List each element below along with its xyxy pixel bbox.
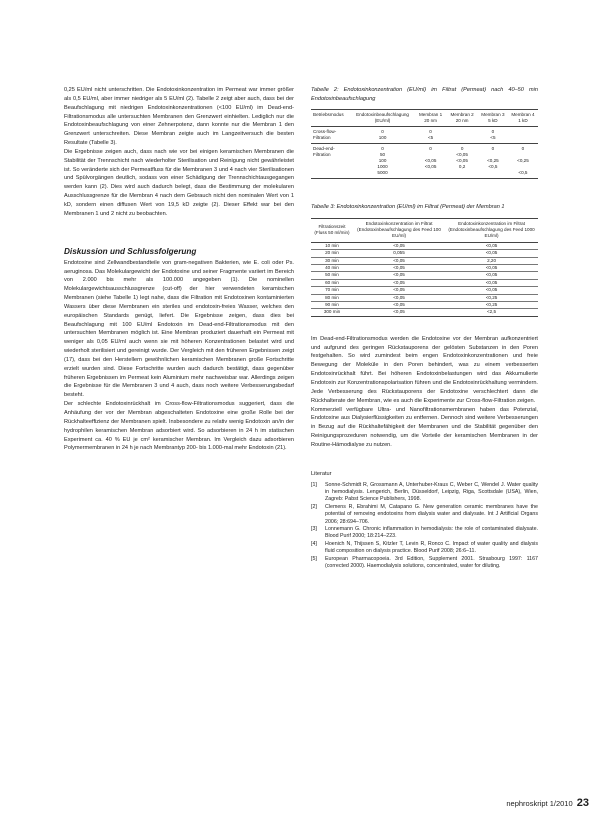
- table-cell: Cross-flow-Filtration: [311, 127, 350, 144]
- table-cell: 70 min: [311, 287, 353, 294]
- table-cell: 0 <0,25 <0,5: [508, 144, 538, 179]
- table-header-cell: Endotoxinkonzentration im Filtrat (Endotoxinbeaufschlagung des Feed 1000 EU/ml): [445, 218, 538, 242]
- table-cell: <0,05: [353, 242, 445, 249]
- intro-paragraph: 0,25 EU/ml nicht unterschritten. Die Endotoxinkonzentration im Permeat war immer größer als 0,5 EU/ml, aber immer niedriger als 5 EU/ml (2). Tabelle 2 zeigt aber auch, dass bei der Beaufschlagung mit niedrigen Endotoxinkonzentrationen (<100 EU/ml) im Dead-end-Filtrationsmodus alle untersuchten Membranen den Grenzwert einhielten. Lediglich nur die Endotoxinbeaufschlagung von einer Zehnerpotenz, dann konnte nur die Membran 1 den Grenzwert unterschreiten. Diese Membran zeigte auch im Langzeitversuch die besten Resultate (Tabelle 3).: [64, 87, 294, 147]
- table-cell: <0,25: [445, 294, 538, 301]
- page-number: 23: [576, 797, 589, 809]
- reference-number: [2]: [311, 503, 317, 510]
- discussion-paragraph-4: Kommerziell verfügbare Ultra- und Nanofiltrationsmembranen haben das Potenzial, Endotoxine aus Dialysierflüssigkeiten zu entfernen. Dennoch sind weitere Verbesserungen in Bezug auf die Rückhaltefähigkeit der Membranen und die Stabilität gegenüber den Reinigungsprozeduren notwendig, um die Vorteile der keramischen Membranen in der Routine-Hämodialyse zu nutzen.: [311, 406, 538, 448]
- table-header-cell: Endotoxinkonzentration im Filtrat (Endotoxinbeaufschlagung des Feed 100 EU/ml): [353, 218, 445, 242]
- table-cell: 40 min: [311, 264, 353, 271]
- reference-text: Hoenich N, Thijssen S, Kitzler T, Levin R, Ronco C. Impact of water quality and dialysis fluid composition on dialysis practice. Blood Purif 2008; 26:6–11.: [325, 540, 538, 555]
- table-row: [311, 257, 538, 264]
- table-row: [311, 301, 538, 308]
- table-header-cell: Endotoxinbeaufschlagung (EU/ml): [350, 110, 415, 127]
- table-3-caption: Tabelle 3: Endotoxinkonzentration (EU/ml) im Filtrat (Permeat) der Membran 1: [311, 204, 505, 210]
- table-cell: 300 min: [311, 309, 353, 316]
- table-row: [311, 272, 538, 279]
- table-2: [311, 109, 538, 179]
- discussion-paragraph-3: Im Dead-end-Filtrationsmodus werden die Endotoxine vor der Membran aufkonzentriert und aufgrund des geringen Rückstauporens der gelösten Substanzen in den Poren festgehalten. So wird zumindest beim engen Endotoxinkonzentrationen und freie Bewegung der Moleküle in den Poren behindert, was zu einem verbesserten Endotoxinrückhalt führt. Bei höheren Endotoxinbelastungen wird das Akkumulierte Endotoxin zur Konzentrationspolarisation führen und die Endotoxinrückhaltung vermindern. Jede Verbesserung des Rückstauporens der Endotoxine verschlechtert dann die Rückhalterate der Membran, wie es auch die Experimente zur Cross-flow-Filtration zeigen.: [311, 335, 538, 404]
- discussion-paragraph-1: Endotoxine sind Zellwandbestandteile von gram-negativen Bakterien, wie E. coli oder Ps. aeruginosa. Das Molekulargewicht der Endotoxine und seiner Fragmente variiert im Bereich von 2.000 bis mehr als 100.000 angegeben (1). Die nominellen Molekulargewichtsausschlussgrenze (cut-off) der hier verwendeten keramischen Membranen (siehe Tabelle 1) legt nahe, dass die Filtration mit Endotoxinen kontaminierten Wassers über diese Membranen ein steriles und endotoxin-freies Wasser, welches den europäischen Standards genügt, liefert. Die Ergebnisse zeigen, dass dies bei Beaufschlagung mit 100 EU/ml Endotoxin im Dead-end-Filtrationsmodus mit den untersuchten Membranen möglich ist. Eine Membran produziert dauerhaft ein Permeat mit weniger als 0,05 EU/ml auch wenn sie mit höheren Konzentrationen belastet wird und wiederholt sterilisiert und gereinigt wurde. Der Vergleich mit den früheren Ergebnissen zeigt (17), dass bei den Herstellern gewöhnlichen keramischen Membranen große Fortschritte erzielt wurden sind. Diese Fortschritte wurden auch dadurch bestätigt, dass gegenüber früheren Ergebnissen im Permeat kein Aluminium mehr nachweisbar war. Allerdings zeigen die Ergebnisse für die Membranen 3 und 4 auch, dass noch weitere Verbesserungsbedarf besteht.: [64, 259, 294, 399]
- results-paragraph: Die Ergebnisse zeigen auch, dass nach wie vor bei einigen keramischen Membranen die Stabilität der Trennschicht nach wiederholter Sterilisation und Reinigung nicht gewährleistet ist. So veränderte sich der Permeatfluss für die Membranen 3 und 4 nach vier Sterilisationen und Spülvorgängen deutlich, sodass von einer Schädigung der Trennschichtausgegangen werden kann (2). Dies wird auch dadurch belegt, dass die Bestimmung der molekularen Ausschlussgrenze für die Membran 4 nach dem Gebrauch nicht den nominalen Wert von 1 kD, sondern einen diffusen Wert von 19,5 kD zeigte (2). Dieser Effekt war bei den Membranen 1 und 2 nicht zu beobachten.: [64, 148, 294, 217]
- right-column: [311, 86, 538, 570]
- reference-item: [311, 504, 538, 526]
- table-row: [311, 287, 538, 294]
- table-row: [311, 127, 538, 144]
- table-cell: <0,05: [445, 287, 538, 294]
- table-2-header-row: [311, 110, 538, 127]
- table-header-cell: Membran 4 1 kD: [508, 110, 538, 127]
- table-cell: 0 <5: [415, 127, 447, 144]
- left-column: [64, 86, 294, 453]
- table-header-cell: Filtrationszeit (Fluss 50 ml/min): [311, 218, 353, 242]
- table-header-cell: Membran 3 5 kD: [478, 110, 508, 127]
- reference-item: [311, 482, 538, 504]
- table-cell: <0,25: [445, 301, 538, 308]
- table-row: [311, 279, 538, 286]
- table-cell: <0,05: [445, 272, 538, 279]
- table-cell: 0 100: [350, 127, 415, 144]
- table-header-cell: Membran 2 20 nm: [446, 110, 478, 127]
- table-cell: 0 <0,25 <0,5: [478, 144, 508, 179]
- table-row: [311, 250, 538, 257]
- reference-number: [5]: [311, 555, 317, 562]
- table-cell: <0,05: [353, 301, 445, 308]
- table-cell: 80 min: [311, 294, 353, 301]
- table-row: [311, 242, 538, 249]
- table-cell: <0,05: [353, 294, 445, 301]
- references-list: [311, 482, 538, 571]
- table-header-cell: Membran 1 20 nm: [415, 110, 447, 127]
- table-cell: 0,055: [353, 250, 445, 257]
- table-cell: [446, 127, 478, 144]
- table-cell: [508, 127, 538, 144]
- table-cell: 50 min: [311, 272, 353, 279]
- table-row: [311, 144, 538, 179]
- table-cell: 0 50 100 1000 5000: [350, 144, 415, 179]
- discussion-paragraph-2: Der schlechte Endotoxinrückhalt im Cross-flow-Filtrationsmodus suggeriert, dass die Anhäufung der vor der Membran abgeschalteten Endotoxine eine große Rolle bei der Rückhalteeffizienz der Membranen spielt. Insbesondere zu relativ wenig Endotoxin an/in der hydrophilen keramischen Membran adsorbiert wird. So adsorbieren in 24 h im statischen Experiment ca. 40 % EU je cm² keramischer Membran. Im Vergleich dazu adsorbieren Polymermembranen in 24 h je nach Membrantyp 200- bis 1.000-mal mehr Endotoxin (21).: [64, 401, 294, 452]
- reference-text: European Pharmacopoeia. 3rd Edition, Supplement 2001. Strasbourg 1997: 1167 (corrected 2000). Haemodialysis solutions, concentrated, water for diluting.: [325, 555, 538, 570]
- table-row: [311, 264, 538, 271]
- table-3-header-row: [311, 218, 538, 242]
- table-cell: <0,05: [353, 279, 445, 286]
- table-cell: 90 min: [311, 301, 353, 308]
- table-2-caption: Tabelle 2: Endotoxinkonzentration (EU/ml) im Filtrat (Permeat) nach 40–50 min Endotoxinbeaufschlagung: [311, 87, 538, 102]
- section-heading: Diskussion und Schlussfolgerung: [64, 246, 197, 256]
- table-cell: 0 <0,05 <0,05: [415, 144, 447, 179]
- table-3: [311, 218, 538, 317]
- references-heading: Literatur: [311, 470, 332, 477]
- table-cell: <0,05: [445, 264, 538, 271]
- table-cell: <0,05: [353, 309, 445, 316]
- reference-text: Sonne-Schmidt R, Grossmann A, Unterhuber-Kraus C, Weber C, Wendel J. Water quality in hemodialysis. Lengerich, Berlin, Düsseldorf, Leipzig, Riga, Scottsdale (USA), Wien, Zagreb: Pabst Science Publishers, 1998.: [325, 481, 538, 503]
- reference-item: [311, 556, 538, 571]
- reference-text: Lonnemann G. Chronic inflammation in hemodialysis: the role of contaminated dialysate. Blood Purif 2000; 18:214–223.: [325, 526, 538, 540]
- reference-number: [1]: [311, 481, 317, 488]
- table-cell: 2,20: [445, 257, 538, 264]
- reference-item: [311, 526, 538, 541]
- table-cell: 30 min: [311, 257, 353, 264]
- table-cell: <0,05: [353, 287, 445, 294]
- table-row: [311, 294, 538, 301]
- table-cell: 0 <0,05 <0,05 0,2: [446, 144, 478, 179]
- reference-number: [3]: [311, 526, 317, 533]
- reference-item: [311, 541, 538, 556]
- table-cell: <0,05: [353, 264, 445, 271]
- table-cell: <0,05: [445, 250, 538, 257]
- page-footer: [506, 797, 589, 809]
- table-cell: <2,5: [445, 309, 538, 316]
- table-cell: 60 min: [311, 279, 353, 286]
- journal-name: nephroskript 1/2010: [506, 799, 573, 808]
- reference-number: [4]: [311, 540, 317, 547]
- table-cell: <0,05: [353, 272, 445, 279]
- table-cell: 20 min: [311, 250, 353, 257]
- table-cell: 10 min: [311, 242, 353, 249]
- table-cell: Dead-end-Filtration: [311, 144, 350, 179]
- table-cell: 0 <5: [478, 127, 508, 144]
- table-cell: <0,05: [353, 257, 445, 264]
- table-header-cell: Betriebsmodus: [311, 110, 350, 127]
- reference-text: Clemens R, Ebrahimi M, Catapano G. New generation ceramic membranes have the potential of removing endotoxins from dialysis water and dialysate. Int J Artificial Organs 2006; 28:694–706.: [325, 503, 538, 525]
- table-row: [311, 309, 538, 316]
- table-cell: <0,05: [445, 279, 538, 286]
- table-cell: <0,05: [445, 242, 538, 249]
